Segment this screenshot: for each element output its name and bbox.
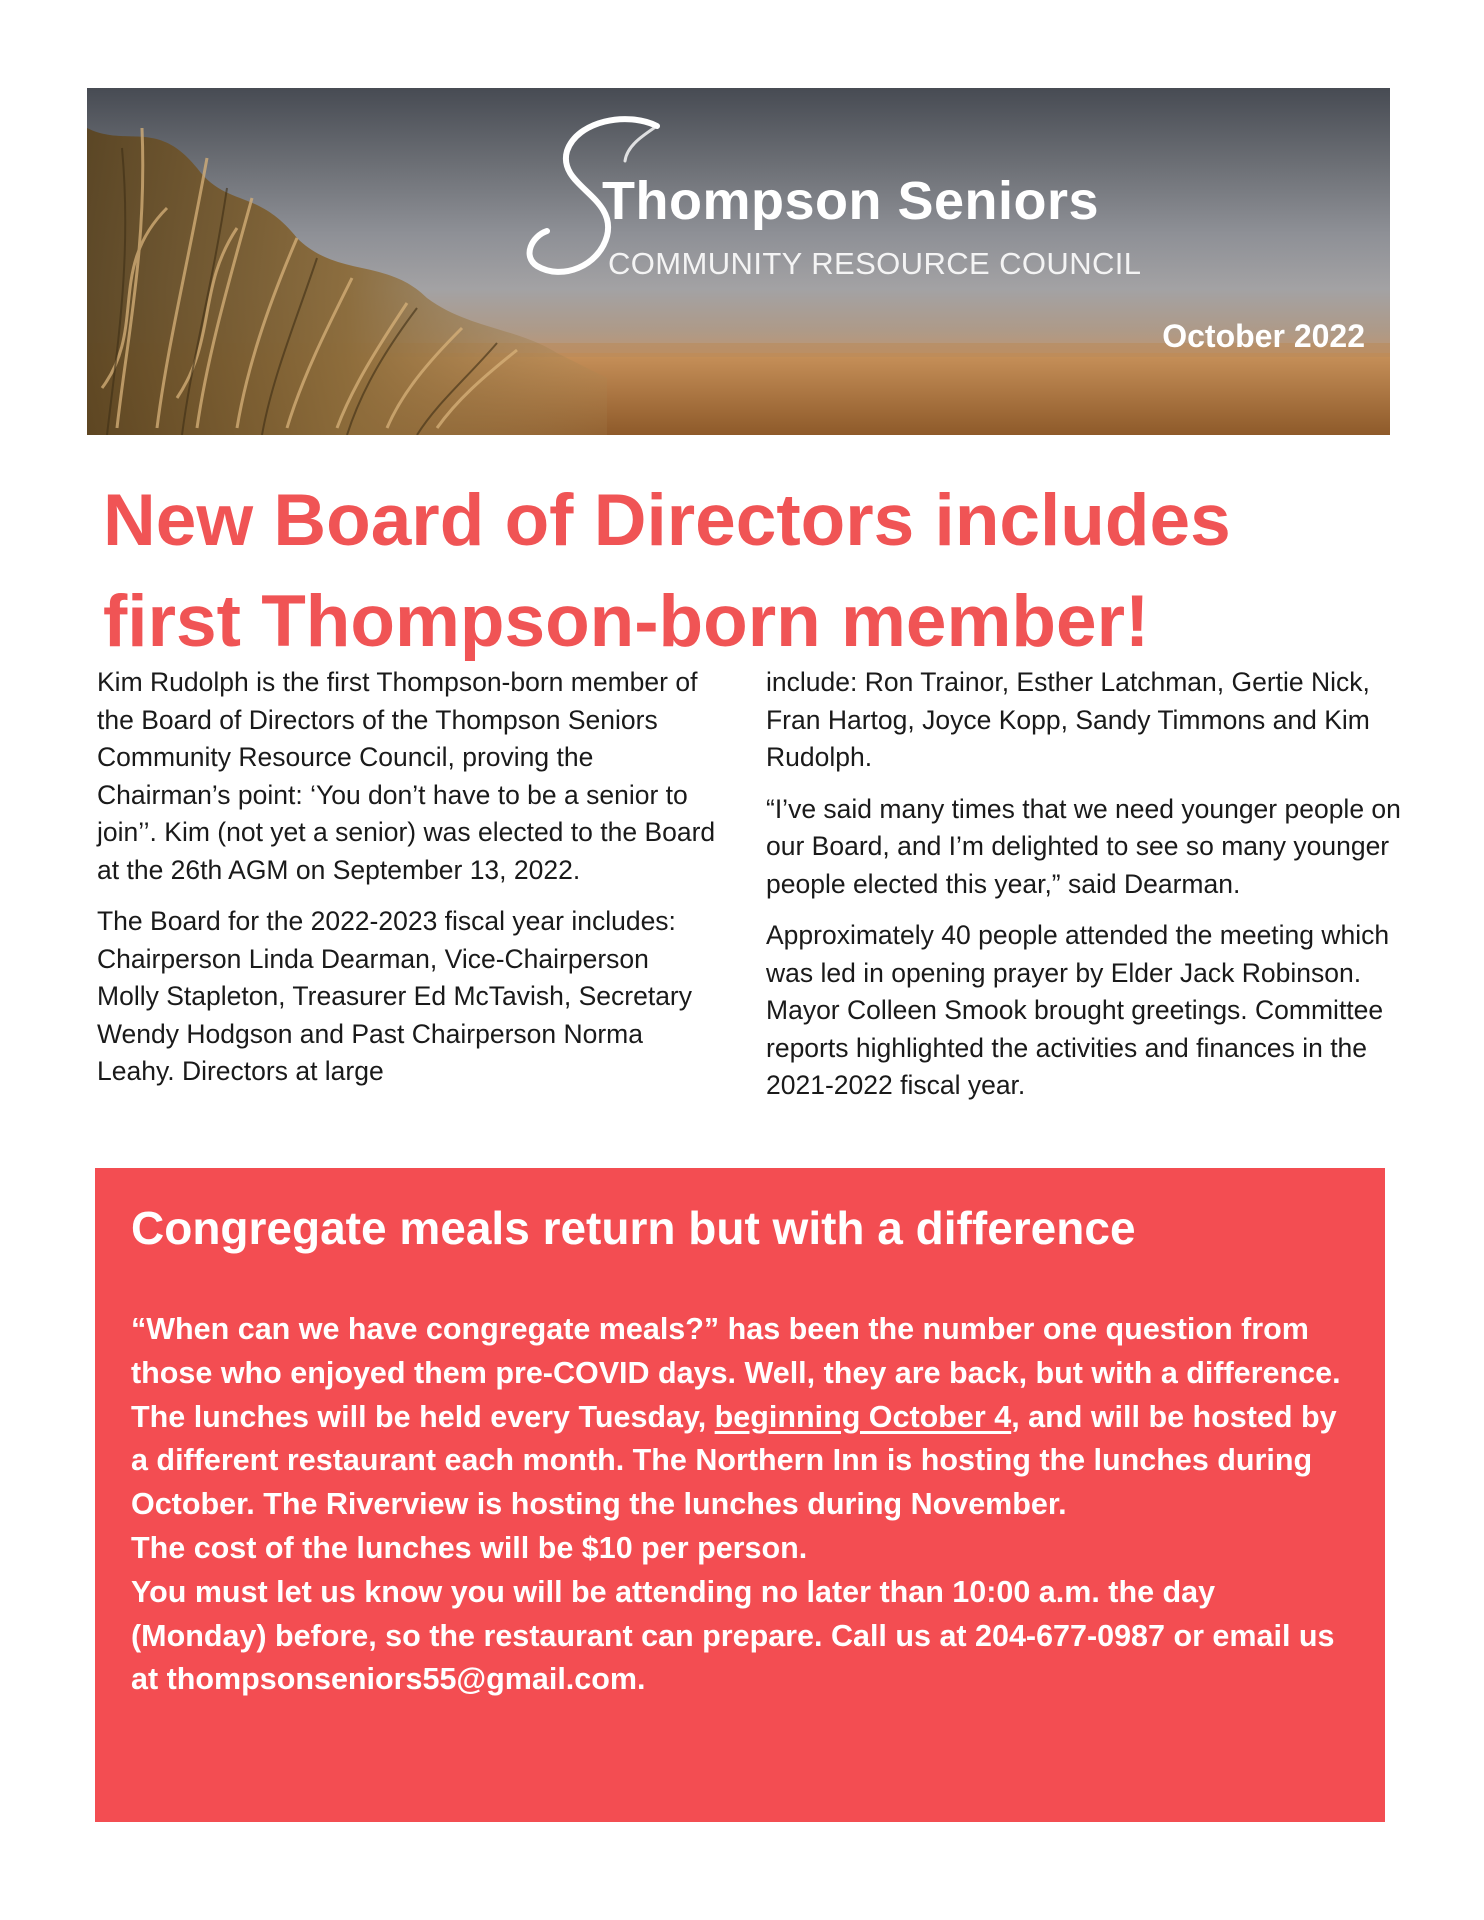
article-paragraph: The Board for the 2022-2023 fiscal year includes: Chairperson Linda Dearman, Vice-Chairperson Molly Stapleton, Treasurer Ed McTavish, Secretary Wendy Hodgson and Past Chairperson Norma Leahy. Directors at large	[97, 906, 693, 1086]
meals-paragraph-cost: The cost of the lunches will be $10 per person.	[131, 1530, 808, 1565]
article-column-right	[766, 664, 1406, 1119]
org-subtitle: COMMUNITY RESOURCE COUNCIL	[608, 246, 1142, 281]
meals-paragraph-schedule	[131, 1396, 1349, 1527]
article-column-left	[97, 664, 717, 1105]
article-paragraph: Kim Rudolph is the first Thompson-born member of the Board of Directors of the Thompson Seniors Community Resource Council, proving the Chairman’s point: ‘You don’t have to be a senior to join’’. Kim (not yet a senior) was elected to the Board at the 26th AGM on September 13, 2022.	[97, 667, 716, 885]
org-name: Thompson Seniors	[602, 171, 1100, 231]
article-paragraph: “I’ve said many times that we need younger people on our Board, and I’m delighted to see so many younger people elected this year,” said Dearman.	[766, 793, 1401, 899]
start-date-underlined: beginning October 4	[714, 1399, 1012, 1434]
main-headline: New Board of Directors includes first Thompson-born member!	[103, 480, 1231, 662]
meals-paragraph-contact: You must let us know you will be attending no later than 10:00 a.m. the day (Monday) before, so the restaurant can prepare. Call us at 204-677-0987 or email us at thompsonseniors55@gmail.com.	[131, 1574, 1335, 1697]
article-paragraph: Approximately 40 people attended the meeting which was led in opening prayer by Elder Jack Robinson. Mayor Colleen Smook brought greetings. Committee reports highlighted the activities and finances in the 2021-2022 fiscal year.	[766, 920, 1390, 1100]
meals-paragraph: “When can we have congregate meals?” has been the number one question from those who enjoyed them pre-COVID days. Well, they are back, but with a difference.	[131, 1312, 1341, 1390]
meals-body	[131, 1308, 1349, 1702]
article-paragraph: include: Ron Trainor, Esther Latchman, Gertie Nick, Fran Hartog, Joyce Kopp, Sandy Timmons and Kim Rudolph.	[766, 667, 1370, 772]
meals-text: , and will be hosted by a different restaurant each month. The Northern Inn is hosting the lunches during October. The Riverview is hosting the lunches during November.	[131, 1399, 1337, 1522]
meals-text: The lunches will be held every Tuesday,	[131, 1399, 715, 1434]
meals-announcement-box	[95, 1168, 1385, 1822]
meals-title: Congregate meals return but with a difference	[131, 1202, 1136, 1254]
header-banner	[87, 88, 1390, 435]
issue-date: October 2022	[1162, 318, 1365, 354]
